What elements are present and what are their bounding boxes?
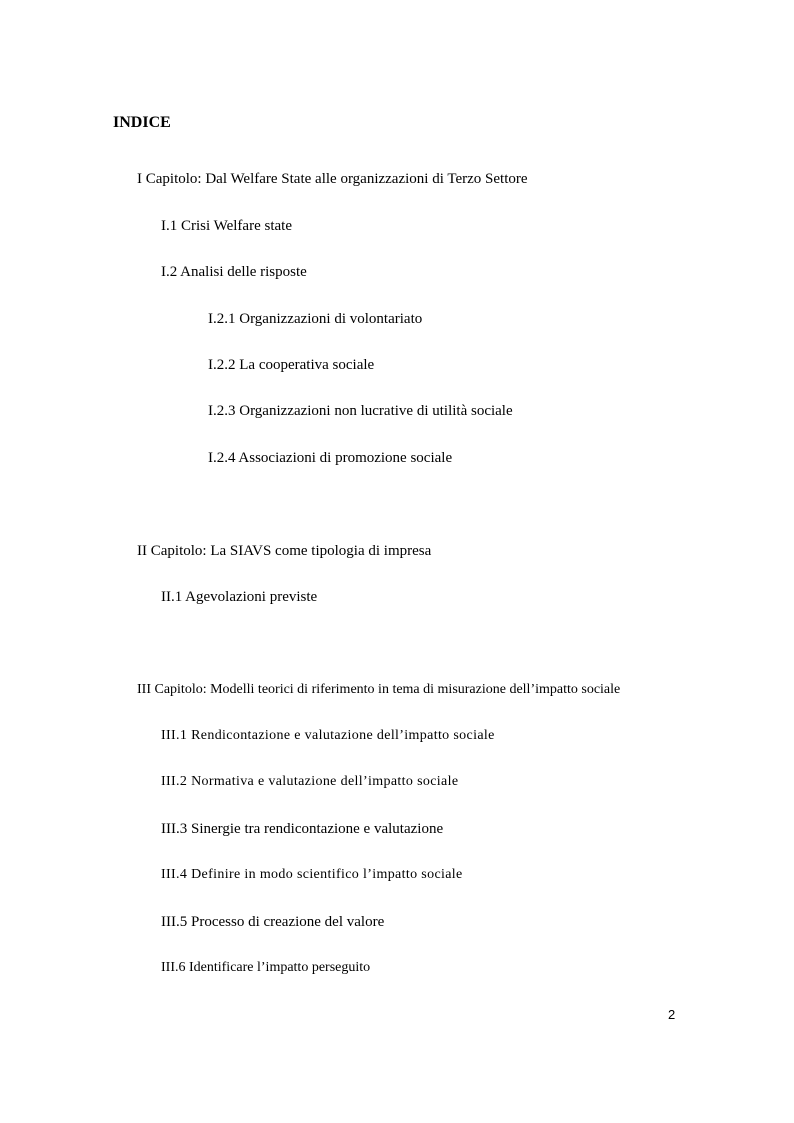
toc-section-3-2: III.2 Normativa e valutazione dell’impatto sociale xyxy=(161,774,459,789)
toc-subsection-1-2-2: I.2.2 La cooperativa sociale xyxy=(208,357,375,373)
toc-subsection-1-2-3: I.2.3 Organizzazioni non lucrative di utilità sociale xyxy=(208,403,513,419)
toc-section-3-1: III.1 Rendicontazione e valutazione dell’impatto sociale xyxy=(161,728,495,743)
toc-section-3-3: III.3 Sinergie tra rendicontazione e valutazione xyxy=(161,821,444,837)
page-number: 2 xyxy=(668,1007,676,1022)
toc-chapter-1: I Capitolo: Dal Welfare State alle organizzazioni di Terzo Settore xyxy=(137,171,528,187)
toc-subsection-1-2-4: I.2.4 Associazioni di promozione sociale xyxy=(208,450,453,466)
toc-subsection-1-2-1: I.2.1 Organizzazioni di volontariato xyxy=(208,311,423,327)
toc-section-2-1: II.1 Agevolazioni previste xyxy=(161,589,318,605)
index-heading: INDICE xyxy=(113,114,171,131)
toc-section-1-2: I.2 Analisi delle risposte xyxy=(161,264,307,280)
toc-section-3-6: III.6 Identificare l’impatto perseguito xyxy=(161,960,371,975)
toc-section-3-4: III.4 Definire in modo scientifico l’impatto sociale xyxy=(161,867,463,882)
toc-chapter-2: II Capitolo: La SIAVS come tipologia di impresa xyxy=(137,543,432,559)
toc-chapter-3: III Capitolo: Modelli teorici di riferimento in tema di misurazione dell’impatto sociale xyxy=(137,682,621,697)
toc-section-3-5: III.5 Processo di creazione del valore xyxy=(161,914,385,930)
toc-section-1-1: I.1 Crisi Welfare state xyxy=(161,218,292,234)
